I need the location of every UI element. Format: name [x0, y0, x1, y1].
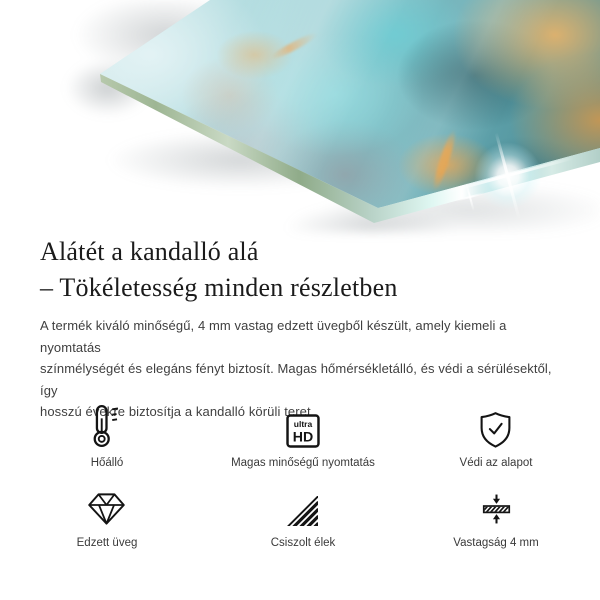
feature-label: Védi az alapot — [459, 457, 533, 469]
svg-text:ultra: ultra — [293, 419, 313, 430]
product-photo — [0, 0, 600, 232]
thickness-icon — [481, 492, 512, 526]
feature-icon-box — [92, 402, 121, 448]
feature-polished-edges — [271, 492, 336, 550]
title-line-2: – Tökéletesség minden részletben — [40, 273, 398, 302]
text-content — [40, 234, 560, 423]
features-grid — [2, 402, 598, 550]
feature-icon-box — [286, 402, 320, 448]
thermometer-icon — [92, 404, 121, 448]
feature-high-quality-print — [231, 402, 375, 470]
description-line: hosszú évekre biztosítja a kandalló körüli teret. — [40, 404, 315, 419]
svg-text:HD: HD — [292, 429, 314, 446]
page-title — [40, 234, 560, 306]
description-line: színmélységét és elegáns fényt biztosít. Magas hőmérsékletálló, és védi a sérülésektől, így — [40, 361, 552, 398]
feature-label: Csiszolt élek — [270, 537, 336, 549]
feature-label: Vastagság 4 mm — [453, 537, 539, 549]
feature-label: Magas minőségű nyomtatás — [231, 457, 375, 469]
feature-label: Edzett üveg — [76, 537, 138, 549]
feature-heat-resistant — [91, 402, 124, 470]
feature-label: Hőálló — [90, 457, 124, 469]
polished-edges-icon — [287, 496, 319, 526]
feature-thickness-4mm — [453, 492, 538, 550]
feature-icon-box — [287, 492, 319, 526]
ultra-hd-icon — [286, 414, 320, 448]
diamond-icon — [87, 492, 126, 526]
description-line: A termék kiváló minőségű, 4 mm vastag edzett üvegből készült, amely kiemeli a nyomtatás — [40, 318, 507, 355]
feature-icon-box — [481, 492, 512, 526]
feature-icon-box — [87, 492, 126, 526]
feature-protects-base — [460, 402, 533, 470]
feature-tempered-glass — [77, 492, 138, 550]
feature-icon-box — [479, 402, 512, 448]
title-line-1: Alátét a kandalló alá — [40, 237, 259, 266]
shield-check-icon — [479, 411, 512, 448]
